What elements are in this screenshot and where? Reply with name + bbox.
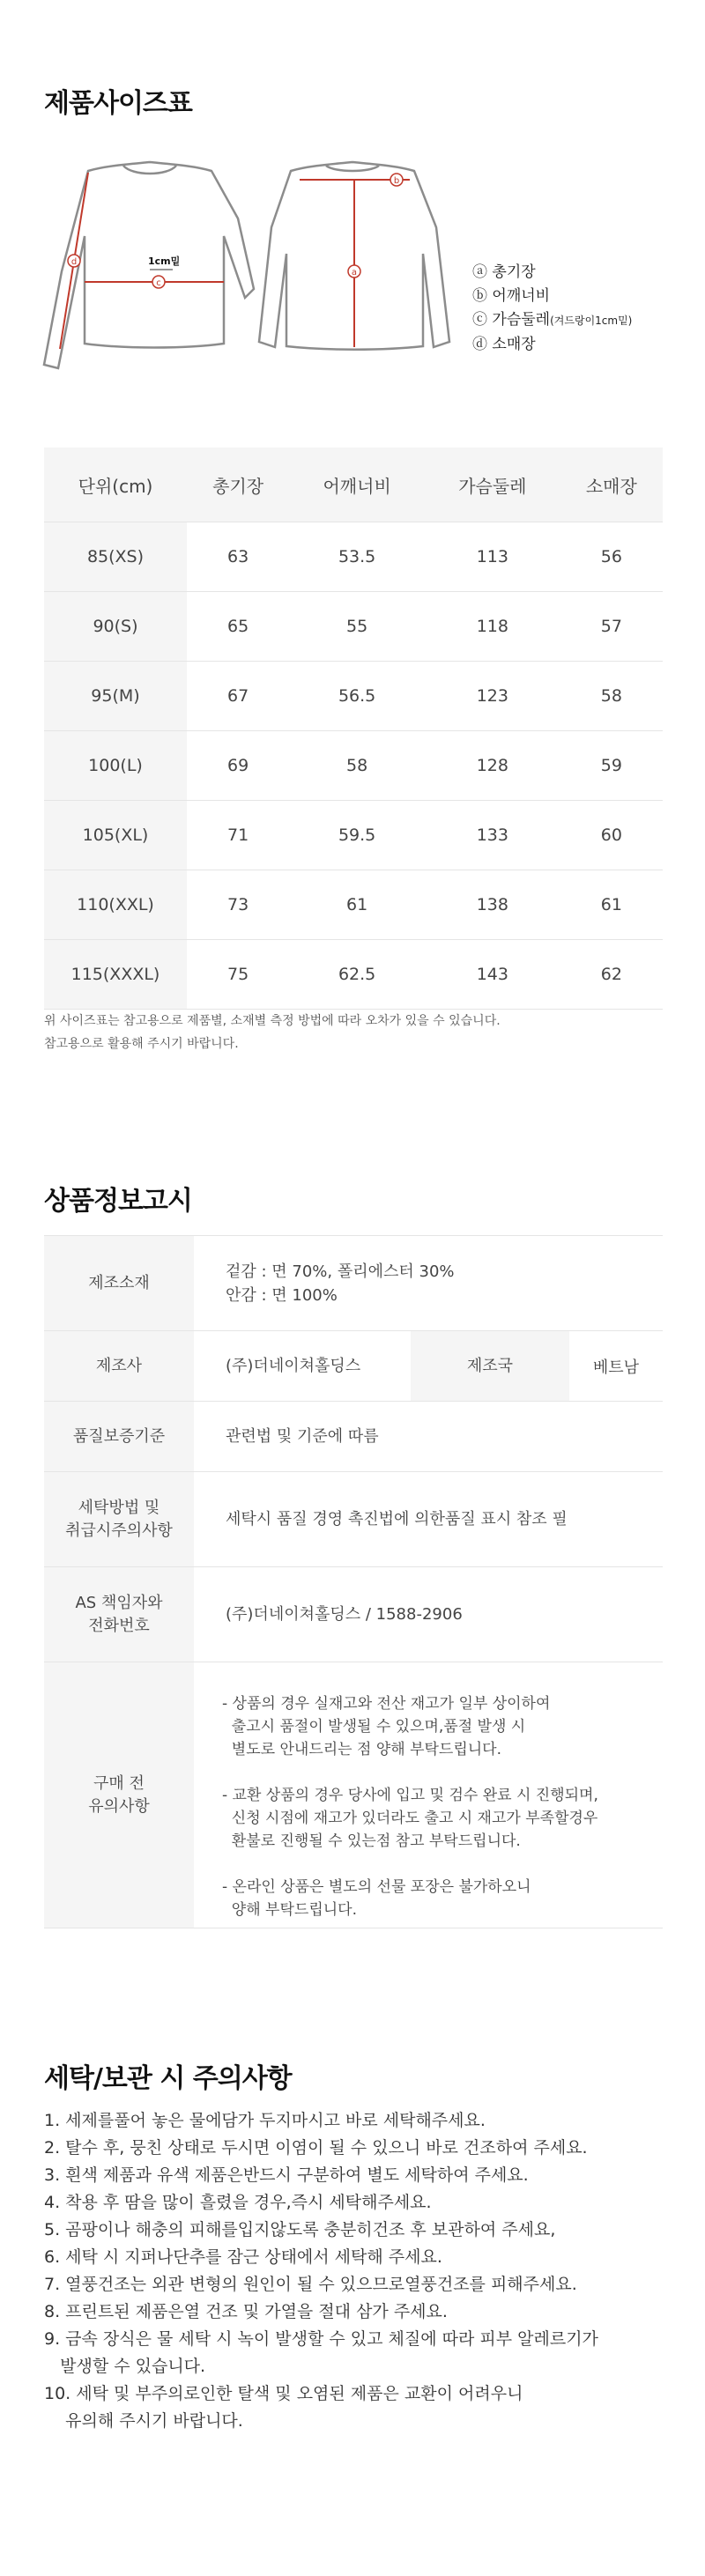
list-item: 5. 곰팡이나 해충의 피해를입지않도록 충분히건조 후 보관하여 주세요, (44, 2220, 556, 2239)
legend-item: ⓐ 총기장 (472, 263, 536, 281)
svg-text:d: d (70, 257, 78, 267)
table-row: 90(S) 65 55 118 57 (44, 592, 663, 662)
legend-item: ⓑ 어깨너비 (472, 287, 551, 305)
list-item: 9. 금속 장식은 물 세탁 시 녹이 발생할 수 있고 체질에 따라 피부 알레르기가 (44, 2329, 598, 2349)
size-note: 위 사이즈표는 참고용으로 제품별, 소재별 측정 방법에 따라 오차가 있을 수 있습니다. 참고용으로 활용해 주시기 바랍니다. (44, 1014, 501, 1051)
header-shoulder: 어깨너비 (289, 448, 425, 522)
table-row: 105(XL) 71 59.5 133 60 (44, 801, 663, 870)
measure-lines (60, 173, 410, 349)
measurement-legend (472, 261, 632, 357)
list-item: 유의해 주시기 바랍니다. (44, 2411, 243, 2431)
list-item: 2. 탈수 후, 뭉친 상태로 두시면 이염이 될 수 있으니 바로 건조하여 주세요. (44, 2138, 588, 2158)
product-info-table (44, 1235, 663, 1928)
list-item: 10. 세탁 및 부주의로인한 탈색 및 오염된 제품은 교환이 어려우니 (44, 2384, 523, 2403)
list-item: 발생할 수 있습니다. (44, 2357, 206, 2376)
svg-text:b: b (393, 176, 400, 186)
table-row: 세탁방법 및 취급시주의사항 세탁시 품질 경영 촉진법에 의한품질 표시 참조 필 (44, 1472, 663, 1567)
product-info-title: 상품정보고시 (44, 1186, 192, 1217)
list-item: 3. 흰색 제품과 유색 제품은반드시 구분하여 별도 세탁하여 주세요. (44, 2165, 529, 2185)
table-row: 100(L) 69 58 128 59 (44, 731, 663, 801)
header-sleeve: 소매장 (560, 448, 663, 522)
legend-item: ⓒ 가슴둘레(겨드랑이1cm밑) (472, 311, 633, 329)
care-list (44, 2107, 598, 2435)
list-item: 1. 세제를풀어 놓은 물에담가 두지마시고 바로 세탁해주세요. (44, 2111, 486, 2130)
table-row: 95(M) 67 56.5 123 58 (44, 662, 663, 731)
table-row: 제조사 (주)더네이쳐홀딩스 제조국 베트남 (44, 1331, 663, 1402)
garment-diagram (35, 157, 458, 395)
list-item: 6. 세탁 시 지퍼나단추를 잠근 상태에서 세탁해 주세요. (44, 2247, 442, 2267)
table-row: 85(XS) 63 53.5 113 56 (44, 522, 663, 592)
list-item: 8. 프린트된 제품은열 건조 및 가열을 절대 삼가 주세요. (44, 2302, 448, 2321)
list-item: 4. 착용 후 땀을 많이 흘렸을 경우,즉시 세탁해주세요. (44, 2193, 432, 2212)
table-row: 115(XXXL) 75 62.5 143 62 (44, 940, 663, 1010)
table-row: 110(XXL) 73 61 138 61 (44, 870, 663, 940)
table-row: 제조소재 겉감 : 면 70%, 폴리에스터 30% 안감 : 면 100% (44, 1236, 663, 1331)
legend-item: ⓓ 소매장 (472, 336, 536, 353)
header-length: 총기장 (187, 448, 289, 522)
header-unit: 단위(cm) (44, 448, 187, 522)
list-item: 7. 열풍건조는 외관 변형의 원인이 될 수 있으므로열풍건조를 피해주세요. (44, 2275, 577, 2294)
table-row: 구매 전 유의사항 - 상품의 경우 실재고와 전산 재고가 일부 상이하여 출고시 품절이 발생될 수 있으며,품절 발생 시 별도로 안내드리는 점 양해 부탁드립니다. - 교환 상품의 경우 당사에 입고 및 검수 완료 시 진행되며, 신청 시점에 재고가 있더라도 출고 시 재고가 부족할경우 환불로 진행될 수 있는점 참고 부탁드립니다. - 온라인 상품은 별도의 선물 포장은 불가하오니 양해 부탁드립니다. (44, 1662, 663, 1928)
care-title: 세탁/보관 시 주의사항 (44, 2063, 292, 2094)
size-table (44, 448, 663, 1010)
size-chart-title: 제품사이즈표 (44, 88, 192, 119)
svg-text:c: c (156, 278, 161, 288)
header-chest: 가슴둘레 (425, 448, 560, 522)
diagram-note: 1cm밑 (148, 255, 181, 267)
svg-text:a: a (351, 268, 358, 278)
size-table-header (44, 448, 663, 522)
table-row: 품질보증기준 관련법 및 기준에 따름 (44, 1402, 663, 1472)
table-row: AS 책임자와 전화번호 (주)더네이쳐홀딩스 / 1588-2906 (44, 1567, 663, 1662)
